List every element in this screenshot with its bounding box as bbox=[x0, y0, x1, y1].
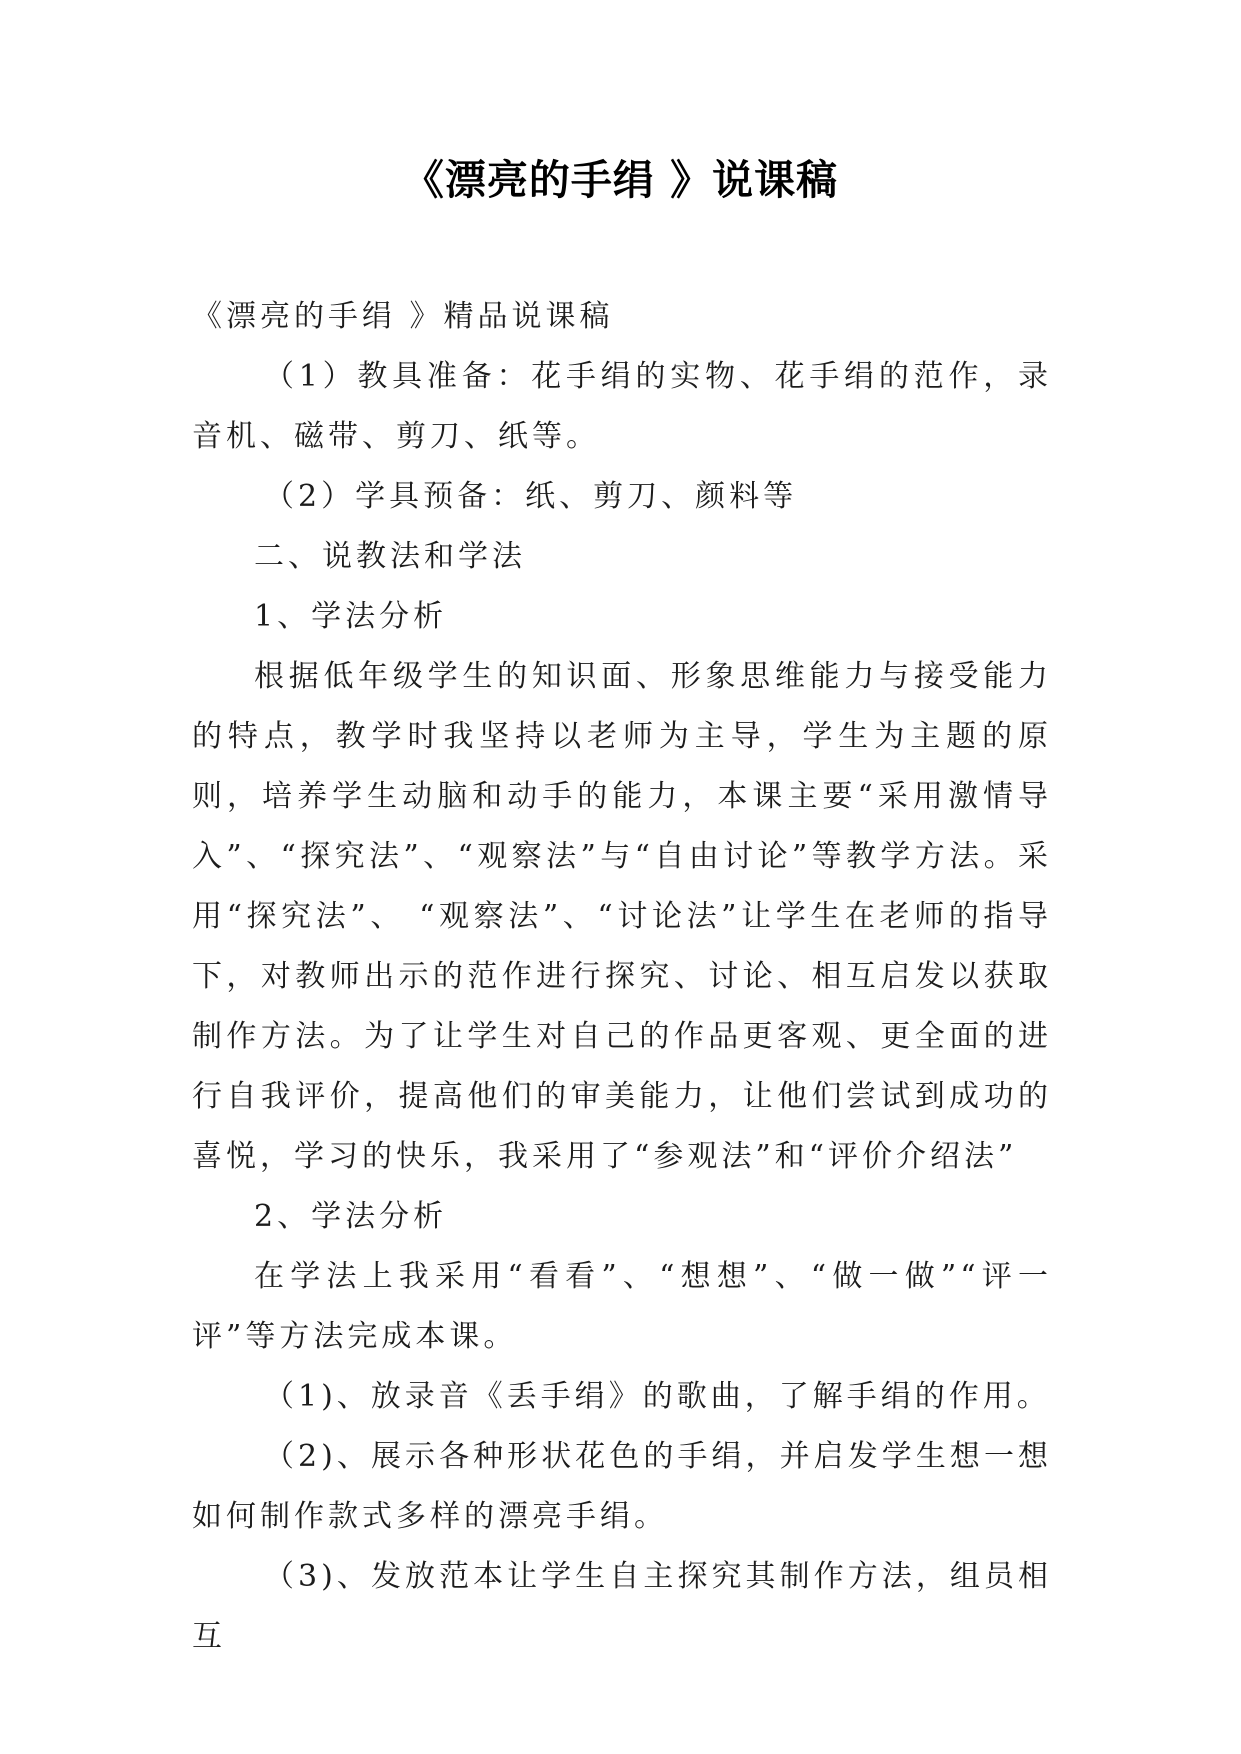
paragraph-analysis: 根据低年级学生的知识面、形象思维能力与接受能力的特点，教学时我坚持以老师为主导，学生为主题的原则，培养学生动脑和动手的能力，本课主要“采用激情导入”、“探究法”、“观察法”与“自由讨论”等教学方法。采用“探究法”、 “观察法”、“讨论法”让学生在老师的指导下，对教师出示的范作进行探究、讨论、相互启发以获取制作方法。为了让学生对自己的作品更客观、更全面的进行自我评价，提高他们的审美能力，让他们尝试到成功的喜悦，学习的快乐，我采用了“参观法”和“评价介绍法” bbox=[192, 659, 1052, 1174]
list-item-1: （1)、放录音《丢手绢》的歌曲，了解手绢的作用。 bbox=[264, 1379, 1051, 1414]
paragraph-teaching-aids: （1）教具准备：花手绢的实物、花手绢的范作，录音机、磁带、剪刀、纸等。 bbox=[192, 359, 1052, 454]
subtitle-paragraph: 《漂亮的手绢 》精品说课稿 bbox=[192, 299, 614, 334]
paragraph-study-methods: 在学法上我采用“看看”、“想想”、“做一做”“评一评”等方法完成本课。 bbox=[192, 1259, 1052, 1354]
page-title: 《漂亮的手绢 》说课稿 bbox=[402, 156, 839, 204]
subsection-heading-2: 2、学法分析 bbox=[254, 1199, 448, 1234]
list-item-2: （2)、展示各种形状花色的手绢，并启发学生想一想如何制作款式多样的漂亮手绢。 bbox=[192, 1439, 1052, 1534]
section-heading-methods: 二、说教法和学法 bbox=[254, 539, 526, 574]
document-body bbox=[192, 287, 1052, 1667]
paragraph-learning-aids: （2）学具预备：纸、剪刀、颜料等 bbox=[264, 479, 798, 514]
subsection-heading-1: 1、学法分析 bbox=[254, 599, 448, 634]
list-item-3: （3)、发放范本让学生自主探究其制作方法，组员相互 bbox=[192, 1559, 1052, 1654]
